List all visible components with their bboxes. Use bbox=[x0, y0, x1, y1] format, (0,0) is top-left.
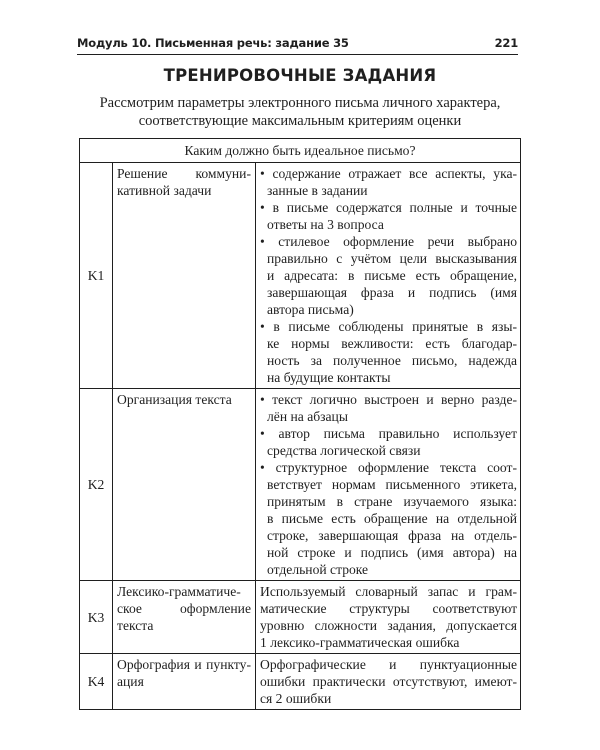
criterion-description: Орфографические и пунктуационные ошибки практически отсутствуют, имеют- ся 2 ошибки bbox=[256, 654, 521, 710]
header-rule bbox=[77, 54, 518, 55]
table-row bbox=[80, 654, 521, 710]
list-item: • в письме содержатся полные и точные ответы на 3 вопроса bbox=[260, 199, 517, 233]
criterion-name: Решение коммуни- кативной задачи bbox=[113, 163, 256, 389]
module-title: Модуль 10. Письменная речь: задание 35 bbox=[77, 36, 349, 50]
criteria-table bbox=[79, 138, 521, 710]
table-row bbox=[80, 389, 521, 581]
table-caption: Каким должно быть идеальное письмо? bbox=[80, 139, 521, 163]
criterion-name: Орфография и пункту- ация bbox=[113, 654, 256, 710]
list-item: • содержание отражает все аспекты, ука- занные в задании bbox=[260, 165, 517, 199]
list-item: • стилевое оформление речи выбрано правильно с учётом цели высказывания и адресата: в письме есть обращение, завершающая фраза и подпись (имя автора письма) bbox=[260, 233, 517, 318]
criterion-code: K3 bbox=[80, 581, 113, 654]
criterion-code: K1 bbox=[80, 163, 113, 389]
criterion-name: Организация текста bbox=[113, 389, 256, 581]
criterion-code: K2 bbox=[80, 389, 113, 581]
list-item: • в письме соблюдены принятые в язы- ке нормы вежливости: есть благодар- ность за полученное письмо, надежда на будущие контакты bbox=[260, 318, 517, 386]
page-number: 221 bbox=[494, 36, 518, 50]
intro-line: соответствующие максимальным критериям оценки bbox=[138, 113, 462, 129]
intro-line: Рассмотрим параметры электронного письма личного характера, bbox=[99, 95, 501, 111]
criterion-description bbox=[256, 389, 521, 581]
table-row bbox=[80, 581, 521, 654]
table-row bbox=[80, 163, 521, 389]
criterion-description bbox=[256, 163, 521, 389]
list-item: • автор письма правильно использует средства логической связи bbox=[260, 425, 517, 459]
criterion-name: Лексико-грамматиче- ское оформление текста bbox=[113, 581, 256, 654]
criterion-code: K4 bbox=[80, 654, 113, 710]
list-item: • структурное оформление текста соот- ветствует нормам письменного этикета, принятым в стране изучаемого языка: в письме есть обращение на отдельной строке, завершающая фраза на отдель- ной строке и подпись (имя автора) на отдельной строке bbox=[260, 459, 517, 578]
list-item: • текст логично выстроен и верно разде- лён на абзацы bbox=[260, 391, 517, 425]
intro-paragraph bbox=[80, 94, 520, 130]
criterion-description: Используемый словарный запас и грам- матические структуры соответствуют уровню сложности задания, допускается 1 лексико-грамматическая ошибка bbox=[256, 581, 521, 654]
section-title: ТРЕНИРОВОЧНЫЕ ЗАДАНИЯ bbox=[163, 66, 437, 85]
